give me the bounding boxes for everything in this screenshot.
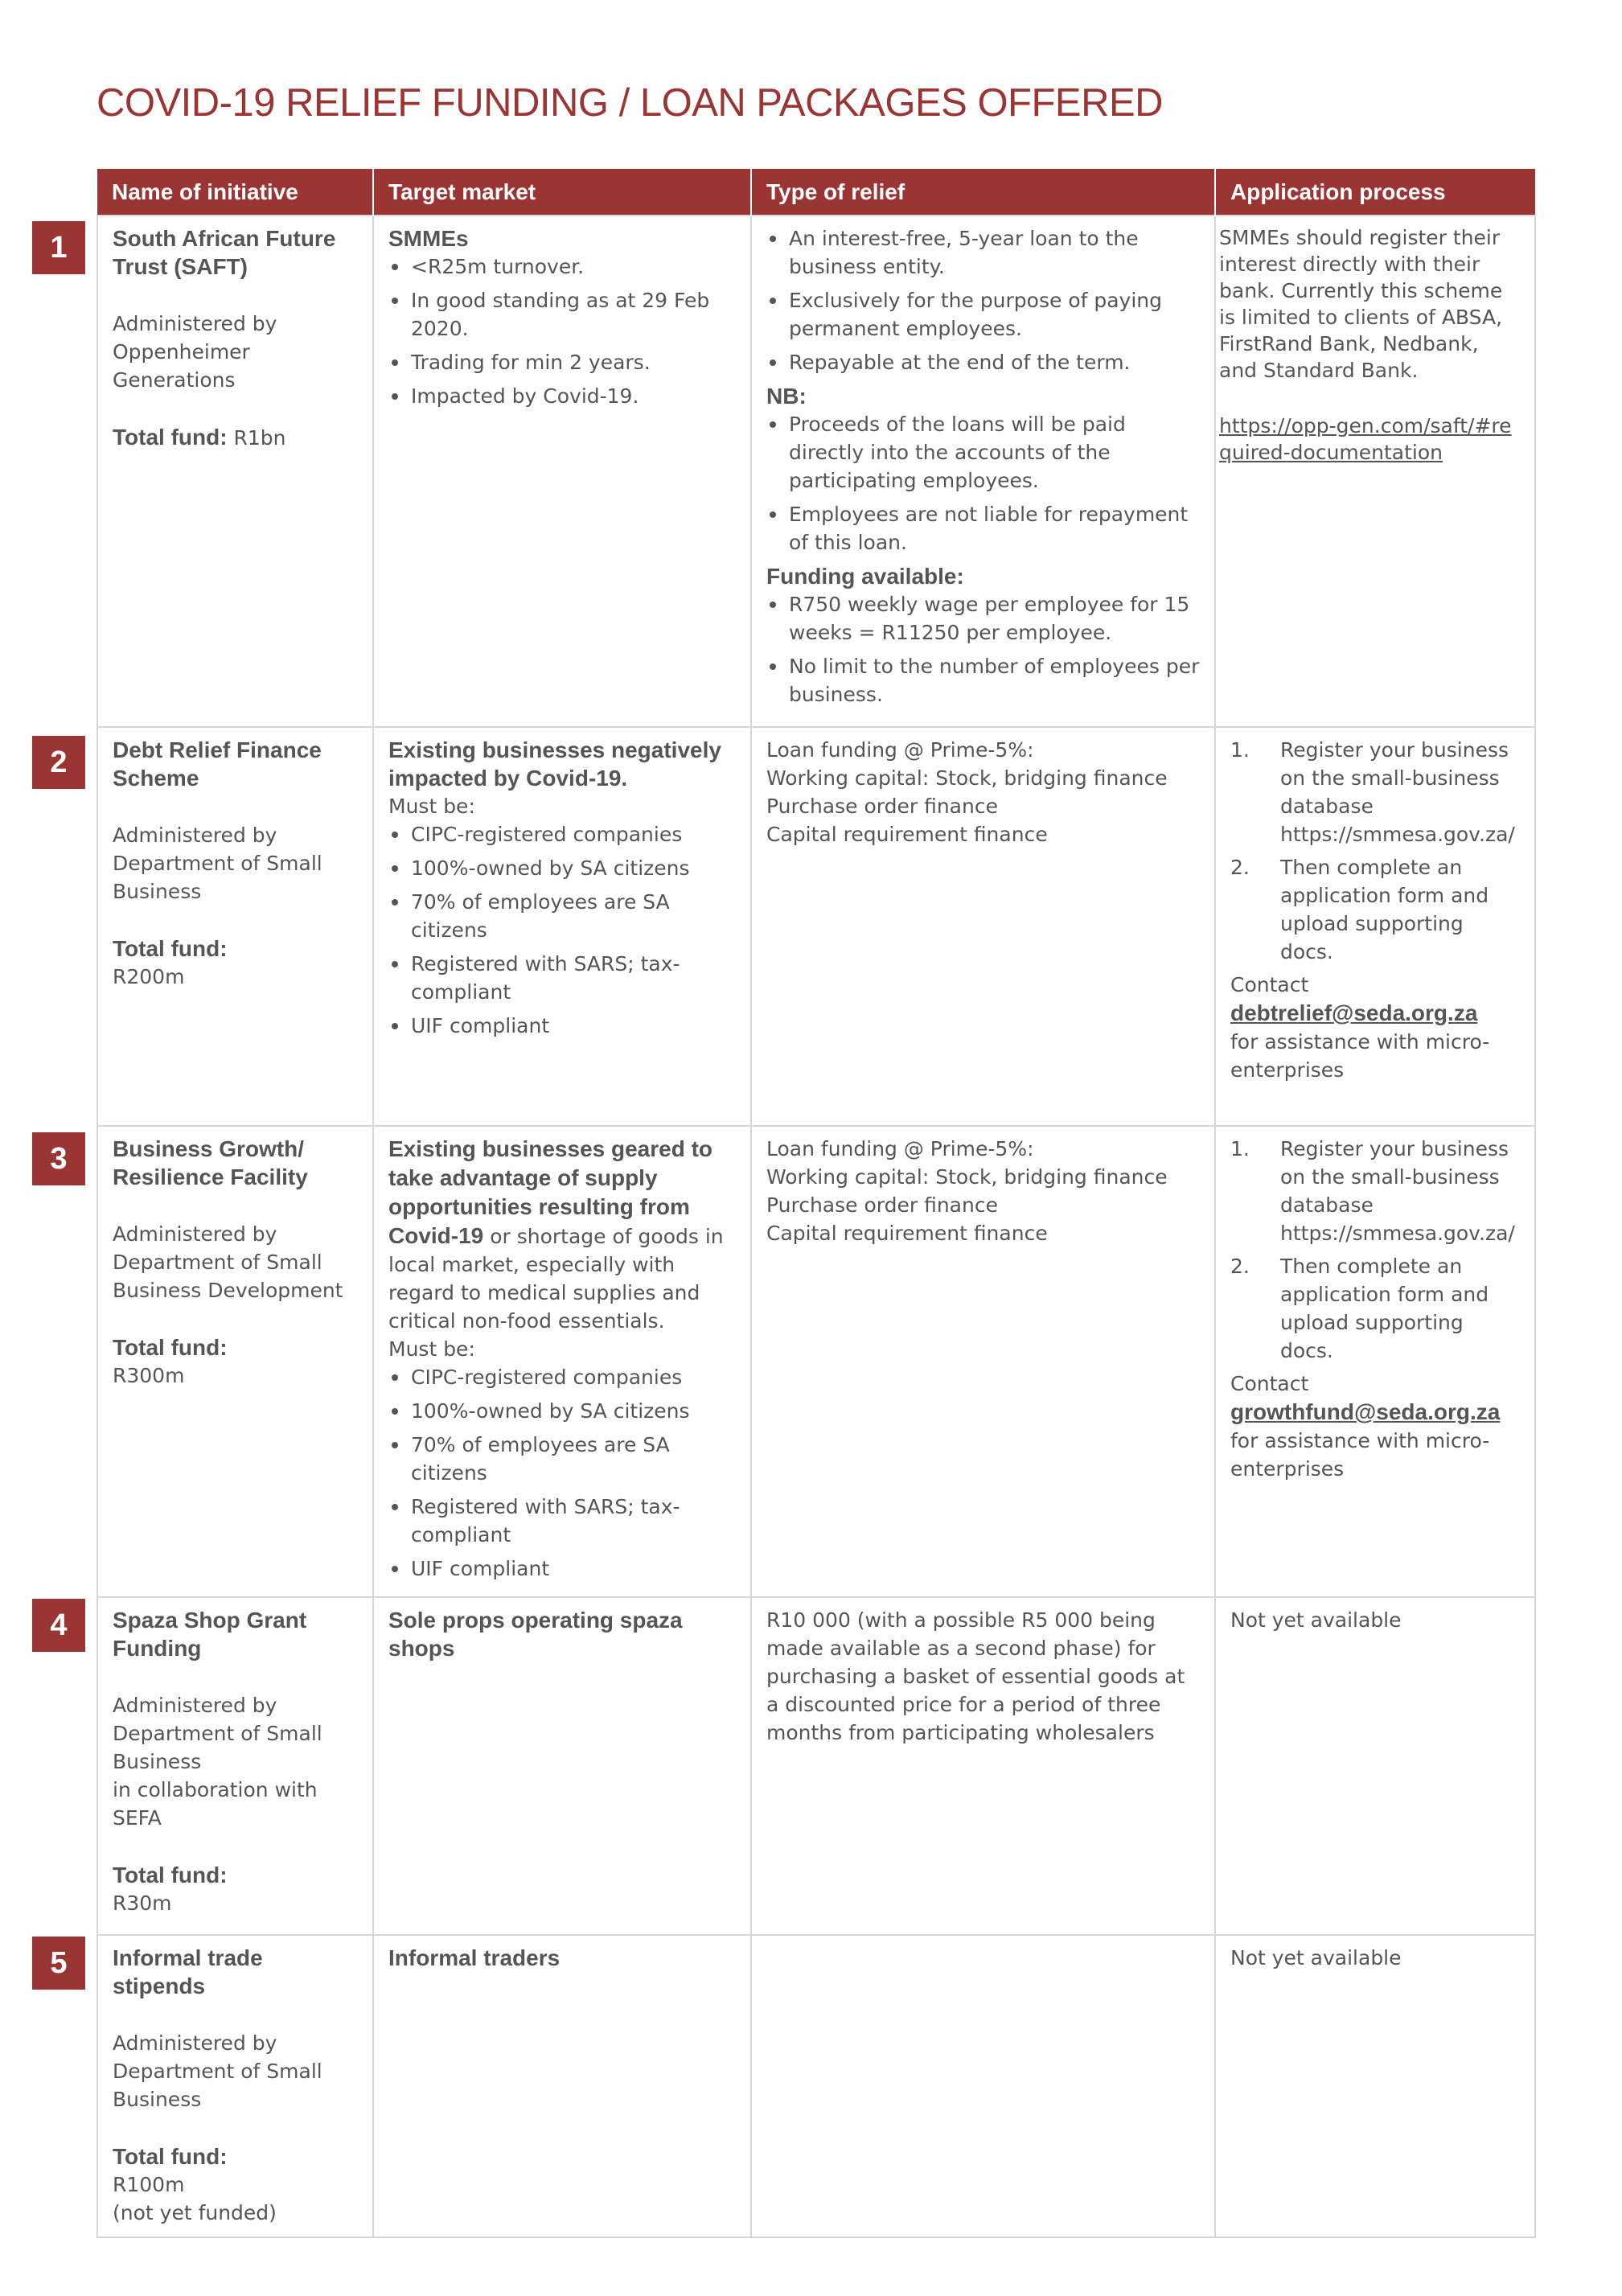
- administered-by: Administered by Department of Small Business Development: [113, 1222, 343, 1302]
- total-fund-label: Total fund:: [113, 1335, 228, 1360]
- saft-documentation-link[interactable]: https://opp-gen.com/saft/#required-documentation: [1219, 414, 1512, 464]
- administered-by: Administered by Oppenheimer Generations: [113, 312, 277, 392]
- application-steps: [1230, 1135, 1520, 1365]
- application-status: Not yet available: [1230, 1946, 1402, 1969]
- list-item: Trading for min 2 years.: [388, 348, 736, 376]
- application-cell: [1215, 1597, 1535, 1935]
- initiative-name: South African Future Trust (SAFT): [113, 226, 336, 279]
- list-item: UIF compliant: [388, 1555, 736, 1583]
- target-market-cell: [373, 1126, 751, 1597]
- target-heading: Sole props operating spaza shops: [388, 1608, 683, 1661]
- list-item: CIPC-registered companies: [388, 820, 736, 848]
- contact-email-link[interactable]: debtrelief@seda.org.za: [1230, 1000, 1478, 1025]
- page-title: COVID-19 RELIEF FUNDING / LOAN PACKAGES OFFERED: [96, 81, 1164, 125]
- row-number-badge: 3: [32, 1132, 85, 1185]
- list-item: 70% of employees are SA citizens: [388, 1431, 736, 1487]
- total-fund-value: R100m: [113, 2173, 185, 2196]
- administered-by: Administered by Department of Small Business in collaboration with SEFA: [113, 1694, 322, 1830]
- relief-cell: Loan funding @ Prime-5%: Working capital: Stock, bridging finance Purchase order finance Capital requirement finance: [751, 727, 1215, 1126]
- target-market-cell: [373, 1935, 751, 2237]
- initiative-name: Spaza Shop Grant Funding: [113, 1608, 307, 1661]
- row-number-badge: 2: [32, 736, 85, 789]
- target-market-cell: [373, 1597, 751, 1935]
- list-item: An interest-free, 5-year loan to the business entity.: [766, 224, 1200, 281]
- list-item: 1. Register your business on the small-business database https://smmesa.gov.za/: [1230, 1137, 1515, 1245]
- nb-list: [766, 410, 1200, 557]
- initiative-cell: [97, 1935, 373, 2237]
- list-item: Impacted by Covid-19.: [388, 382, 736, 410]
- relief-list: [766, 224, 1200, 376]
- list-item: <R25m turnover.: [388, 253, 736, 281]
- initiative-cell: [97, 1597, 373, 1935]
- relief-cell: [751, 1935, 1215, 2237]
- column-header-name: Name of initiative: [97, 169, 373, 216]
- administered-by: Administered by Department of Small Business: [113, 824, 322, 903]
- initiative-cell: [97, 216, 373, 727]
- must-be-label: Must be:: [388, 795, 475, 818]
- column-header-target: Target market: [373, 169, 751, 216]
- total-fund-value: R30m: [113, 1891, 172, 1915]
- contact-note: for assistance with micro-enterprises: [1230, 1030, 1490, 1082]
- list-item: Registered with SARS; tax-compliant: [388, 1493, 736, 1549]
- target-heading: Existing businesses negatively impacted by Covid-19.: [388, 737, 721, 791]
- total-fund-value: R300m: [113, 1364, 185, 1387]
- initiative-cell: [97, 727, 373, 1126]
- list-item: Registered with SARS; tax-compliant: [388, 950, 736, 1006]
- relief-text: R10 000 (with a possible R5 000 being made available as a second phase) for purchasing a basket of essential goods at a discounted price for a period of three months from participating wholesalers: [766, 1608, 1185, 1744]
- contact-note: for assistance with micro-enterprises: [1230, 1429, 1490, 1481]
- target-list: [388, 820, 736, 1040]
- initiative-cell: [97, 1126, 373, 1597]
- relief-cell: Loan funding @ Prime-5%: Working capital: Stock, bridging finance Purchase order finance Capital requirement finance: [751, 1126, 1215, 1597]
- row-number-badge: 5: [32, 1937, 85, 1990]
- list-item: 1. Register your business on the small-business database https://smmesa.gov.za/: [1230, 738, 1515, 846]
- table-row: [97, 1126, 1535, 1597]
- target-description: Existing businesses geared to take advantage of supply opportunities resulting from Covid-19 or shortage of goods in local market, especially with regard to medical supplies and critical non-food essentials.: [388, 1136, 724, 1333]
- administered-by: Administered by Department of Small Business: [113, 2031, 322, 2111]
- list-item: 70% of employees are SA citizens: [388, 888, 736, 944]
- funding-list: [766, 590, 1200, 709]
- target-market-cell: [373, 727, 751, 1126]
- application-steps: [1230, 736, 1520, 966]
- list-item: 2. Then complete an application form and upload supporting docs.: [1230, 856, 1489, 963]
- initiative-name: Debt Relief Finance Scheme: [113, 737, 322, 791]
- application-status: Not yet available: [1230, 1608, 1402, 1632]
- total-fund-label: Total fund:: [113, 1863, 228, 1887]
- contact-email-link[interactable]: growthfund@seda.org.za: [1230, 1399, 1501, 1424]
- list-item: CIPC-registered companies: [388, 1363, 736, 1391]
- application-cell: [1215, 727, 1535, 1126]
- row-number-badge: 1: [32, 221, 85, 274]
- list-item: In good standing as at 29 Feb 2020.: [388, 286, 736, 343]
- total-fund-label: Total fund:: [113, 936, 228, 961]
- list-item: No limit to the number of employees per business.: [766, 652, 1200, 709]
- table-header-row: [97, 169, 1535, 216]
- relief-cell: [751, 1597, 1215, 1935]
- total-fund-label: Total fund:: [113, 2144, 228, 2169]
- table-row: [97, 727, 1535, 1126]
- relief-funding-table: [96, 169, 1536, 2238]
- list-item: 100%-owned by SA citizens: [388, 1397, 736, 1425]
- list-item: 2. Then complete an application form and upload supporting docs.: [1230, 1255, 1489, 1362]
- funding-label: Funding available:: [766, 564, 964, 589]
- target-list: [388, 1363, 736, 1583]
- table-row: [97, 1935, 1535, 2237]
- column-header-relief: Type of relief: [751, 169, 1215, 216]
- application-text: SMMEs should register their interest directly with their bank. Currently this scheme is limited to clients of ABSA, FirstRand Bank, Nedbank, and Standard Bank.: [1219, 226, 1503, 382]
- contact-label: Contact: [1230, 973, 1309, 996]
- list-item: Proceeds of the loans will be paid directly into the accounts of the participating employees.: [766, 410, 1200, 495]
- initiative-name: Informal trade stipends: [113, 1945, 263, 1998]
- must-be-label: Must be:: [388, 1337, 475, 1361]
- target-market-cell: [373, 216, 751, 727]
- table-row: [97, 1597, 1535, 1935]
- total-fund: Total fund: R1bn: [113, 425, 286, 450]
- list-item: Exclusively for the purpose of paying permanent employees.: [766, 286, 1200, 343]
- nb-label: NB:: [766, 384, 807, 409]
- total-fund-value: R200m: [113, 965, 185, 988]
- application-cell: [1215, 1935, 1535, 2237]
- list-item: Employees are not liable for repayment of this loan.: [766, 500, 1200, 557]
- relief-cell: [751, 216, 1215, 727]
- list-item: UIF compliant: [388, 1012, 736, 1040]
- application-cell: [1215, 216, 1535, 727]
- row-number-badge: 4: [32, 1599, 85, 1652]
- total-fund-note: (not yet funded): [113, 2201, 277, 2224]
- target-heading: SMMEs: [388, 226, 469, 251]
- target-heading: Informal traders: [388, 1945, 561, 1970]
- list-item: 100%-owned by SA citizens: [388, 854, 736, 882]
- initiative-name: Business Growth/ Resilience Facility: [113, 1136, 308, 1189]
- contact-label: Contact: [1230, 1372, 1309, 1395]
- table-row: [97, 216, 1535, 727]
- application-cell: [1215, 1126, 1535, 1597]
- column-header-application: Application process: [1215, 169, 1535, 216]
- target-list: [388, 253, 736, 410]
- list-item: R750 weekly wage per employee for 15 weeks = R11250 per employee.: [766, 590, 1200, 647]
- list-item: Repayable at the end of the term.: [766, 348, 1200, 376]
